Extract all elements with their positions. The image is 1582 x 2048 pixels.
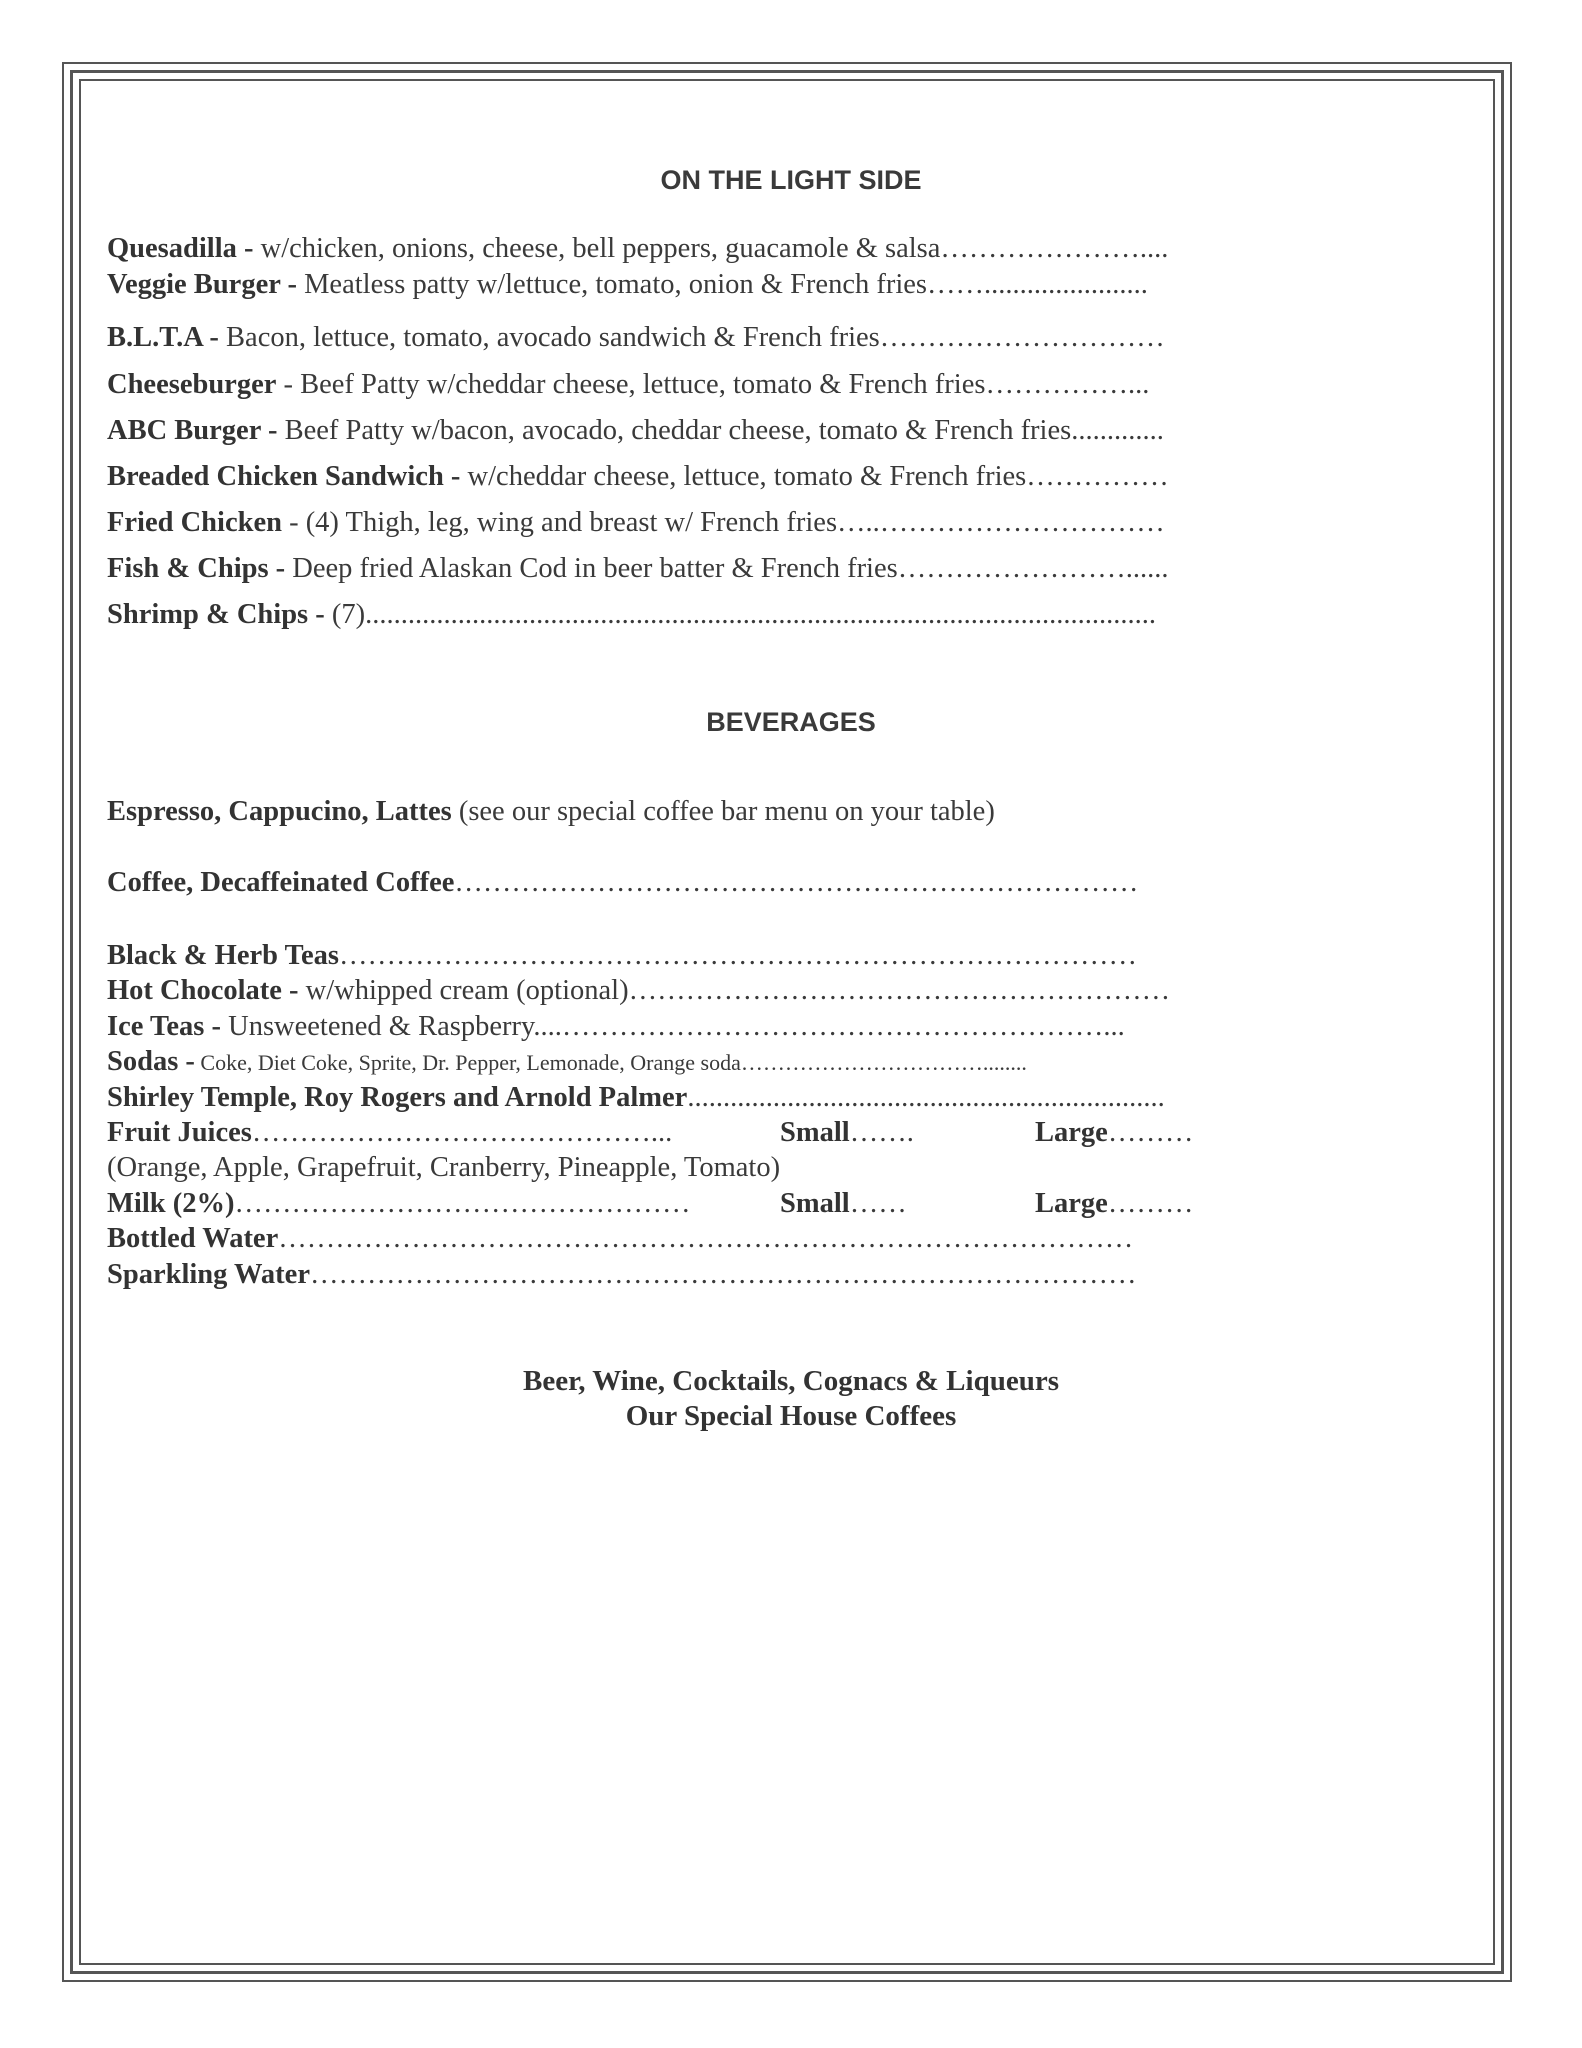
- size-large: [1035, 1187, 1193, 1221]
- item-dots: ...................................................................: [687, 1082, 1165, 1113]
- size-small-dots: ……: [849, 1188, 907, 1219]
- size-large: [1035, 1116, 1193, 1150]
- item-dots: …………………………………………: [234, 1188, 691, 1219]
- item-name: Hot Chocolate -: [107, 975, 299, 1006]
- size-small-label: Small: [780, 1117, 850, 1148]
- footer-coffees-line: Our Special House Coffees: [625, 1400, 957, 1432]
- item-desc: Unsweetened & Raspberry: [221, 1011, 534, 1042]
- item-dots: .............: [1071, 415, 1164, 446]
- item-desc: (7): [324, 599, 366, 630]
- item-dots: ……………...: [985, 369, 1150, 400]
- menu-item-blta: [107, 321, 1262, 355]
- item-dots: ...............................................................................................................: [365, 599, 1156, 630]
- beverage-bottled-water: [107, 1222, 1262, 1256]
- item-desc: (see our special coffee bar menu on your table): [451, 796, 995, 827]
- beverage-coffee: [107, 866, 1262, 900]
- menu-item-abc-burger: [107, 414, 1262, 448]
- size-large-dots: ………: [1107, 1188, 1194, 1219]
- beverage-espresso: [107, 795, 1262, 829]
- beverage-milk: [107, 1187, 1262, 1221]
- beverage-shirley-temple: [107, 1081, 1262, 1115]
- item-dots: …..…………………………: [837, 507, 1165, 538]
- item-dots: ………………………………………………………………: [454, 867, 1139, 898]
- item-desc: - (4) Thigh, leg, wing and breast w/ French fries: [281, 507, 838, 538]
- menu-item-veggie-burger: [107, 268, 1262, 302]
- item-name: Veggie Burger -: [107, 269, 297, 300]
- item-name: Fish & Chips -: [107, 553, 286, 584]
- item-desc: - Beef Patty w/cheddar cheese, lettuce, tomato & French fries: [276, 369, 986, 400]
- fruit-juices-list: (Orange, Apple, Grapefruit, Cranberry, Pineapple, Tomato): [107, 1152, 781, 1183]
- item-name: Shirley Temple, Roy Rogers and Arnold Palmer: [107, 1082, 688, 1113]
- item-name: Sodas -: [107, 1046, 195, 1077]
- item-name: Fruit Juices: [107, 1117, 252, 1148]
- beverage-sodas: [107, 1045, 1262, 1080]
- item-name: Cheeseburger: [107, 369, 277, 400]
- footer-drinks-line: Beer, Wine, Cocktails, Cognacs & Liqueurs: [522, 1365, 1059, 1397]
- item-name: Shrimp & Chips -: [107, 599, 325, 630]
- item-desc: w/cheddar cheese, lettuce, tomato & French fries: [460, 461, 1027, 492]
- item-desc: w/chicken, onions, cheese, bell peppers, guacamole & salsa: [253, 233, 941, 264]
- menu-item-shrimp-chips: [107, 598, 1262, 632]
- item-dots: ....…………………………………………………...: [533, 1011, 1125, 1042]
- item-dots: ……………………………………………………………………………: [309, 1259, 1137, 1290]
- item-dots: ……………………......: [897, 553, 1169, 584]
- item-name: Ice Teas -: [107, 1011, 221, 1042]
- size-small-label: Small: [780, 1188, 850, 1219]
- item-dots: …………………………: [879, 322, 1165, 353]
- size-large-label: Large: [1035, 1117, 1108, 1148]
- item-name: Coffee, Decaffeinated Coffee: [107, 867, 455, 898]
- menu-item-quesadilla: [107, 232, 1262, 266]
- item-name: Sparkling Water: [107, 1259, 310, 1290]
- item-name: Espresso, Cappucino, Lattes: [107, 796, 452, 827]
- size-small: [780, 1187, 907, 1221]
- size-large-label: Large: [1035, 1188, 1108, 1219]
- item-name: Fried Chicken: [107, 507, 282, 538]
- menu-item-cheeseburger: [107, 368, 1262, 402]
- beverage-hot-chocolate: [107, 974, 1262, 1008]
- item-name: Black & Herb Teas: [107, 940, 339, 971]
- beverage-teas: [107, 939, 1262, 973]
- item-dots: …………………………………………………: [628, 975, 1171, 1006]
- item-name: Milk (2%): [107, 1188, 235, 1219]
- item-desc: Coke, Diet Coke, Sprite, Dr. Pepper, Lemonade, Orange soda: [194, 1050, 741, 1075]
- item-name: ABC Burger -: [107, 415, 278, 446]
- item-dots: ……………………………........: [740, 1050, 1027, 1075]
- item-desc: Beef Patty w/bacon, avocado, cheddar cheese, tomato & French fries: [277, 415, 1072, 446]
- item-dots: ……………: [1026, 461, 1169, 492]
- beverage-sparkling-water: [107, 1258, 1262, 1292]
- item-desc: Bacon, lettuce, tomato, avocado sandwich & French fries: [218, 322, 880, 353]
- item-desc: Deep fried Alaskan Cod in beer batter & French fries: [285, 553, 898, 584]
- item-dots: ……………………………………...: [251, 1117, 673, 1148]
- item-desc: Meatless patty w/lettuce, tomato, onion & French fries: [296, 269, 927, 300]
- menu-item-breaded-chicken-sandwich: [107, 460, 1262, 494]
- item-name: B.L.T.A -: [107, 322, 219, 353]
- menu-item-fried-chicken: [107, 506, 1262, 540]
- item-dots: …………………....: [940, 233, 1169, 264]
- item-name: Quesadilla -: [107, 233, 254, 264]
- beverage-ice-teas: [107, 1010, 1262, 1044]
- size-large-dots: ………: [1107, 1117, 1194, 1148]
- size-small-dots: …….: [849, 1117, 914, 1148]
- beverage-fruit-juices: [107, 1116, 1262, 1150]
- item-dots: …….......................: [927, 269, 1148, 300]
- item-dots: …………………………………………………………………………: [338, 940, 1137, 971]
- menu-item-fish-chips: [107, 552, 1262, 586]
- size-small: [780, 1116, 914, 1150]
- item-desc: w/whipped cream (optional): [298, 975, 629, 1006]
- light-side-heading: ON THE LIGHT SIDE: [660, 165, 922, 195]
- item-dots: ………………………………………………………………………………: [278, 1223, 1134, 1254]
- beverages-heading: BEVERAGES: [706, 707, 876, 737]
- item-name: Bottled Water: [107, 1223, 279, 1254]
- item-name: Breaded Chicken Sandwich -: [107, 461, 461, 492]
